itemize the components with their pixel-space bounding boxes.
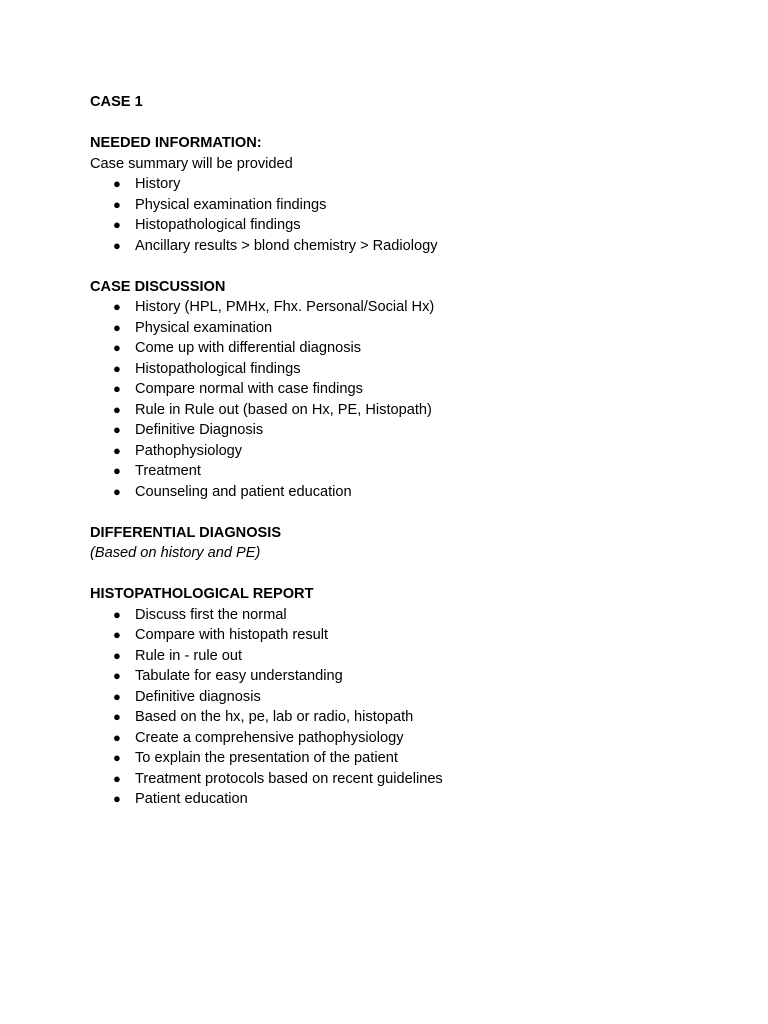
- list-item-text: History (HPL, PMHx, Fhx. Personal/Social Hx): [135, 299, 435, 315]
- list-item-text: Treatment: [135, 463, 201, 479]
- list-item: [90, 748, 730, 769]
- differential-diagnosis-note: (Based on history and PE): [90, 545, 261, 561]
- list-item-text: Definitive diagnosis: [135, 688, 261, 705]
- bullet-icon: ●: [113, 647, 121, 663]
- bullet-icon: ●: [113, 709, 121, 724]
- bullet-icon: ●: [113, 196, 121, 212]
- spacer: [90, 113, 730, 134]
- list-item-text: Physical examination findings: [135, 196, 327, 213]
- differential-diagnosis-section: [90, 523, 730, 564]
- list-item: [90, 379, 730, 400]
- spacer: [90, 256, 730, 277]
- bullet-icon: ●: [113, 606, 121, 622]
- list-item: [90, 195, 730, 216]
- list-item: [90, 420, 730, 441]
- document-page: [90, 92, 730, 810]
- list-item-text: Histopathological findings: [135, 217, 301, 233]
- list-item-text: Treatment protocols based on recent guidelines: [135, 770, 443, 787]
- list-item: [90, 400, 730, 421]
- list-item: [90, 441, 730, 462]
- needed-information-intro: Case summary will be provided: [90, 155, 293, 172]
- list-item: [90, 174, 730, 195]
- list-item: [90, 789, 730, 810]
- bullet-icon: ●: [113, 668, 121, 683]
- list-item: [90, 707, 730, 728]
- bullet-icon: ●: [113, 750, 121, 765]
- list-item: [90, 646, 730, 667]
- bullet-icon: ●: [113, 463, 121, 478]
- list-item-text: Definitive Diagnosis: [135, 422, 264, 438]
- list-item-text: Rule in Rule out (based on Hx, PE, Histopath): [135, 401, 432, 418]
- list-item: [90, 318, 730, 339]
- list-item-text: Histopathological findings: [135, 360, 301, 377]
- list-item: [90, 236, 730, 257]
- needed-information-heading: NEEDED INFORMATION:: [90, 135, 262, 151]
- list-item-text: Patient education: [135, 791, 248, 807]
- histopathological-report-list: [90, 605, 730, 810]
- list-item: [90, 482, 730, 503]
- case-discussion-list: [90, 297, 730, 502]
- bullet-icon: ●: [113, 791, 121, 806]
- list-item-text: Compare with histopath result: [135, 627, 329, 643]
- bullet-icon: ●: [113, 299, 121, 314]
- bullet-icon: ●: [113, 483, 121, 499]
- list-item: [90, 625, 730, 646]
- needed-information-section: [90, 133, 730, 256]
- list-item: [90, 769, 730, 790]
- bullet-icon: ●: [113, 381, 121, 396]
- bullet-icon: ●: [113, 729, 121, 745]
- bullet-icon: ●: [113, 176, 121, 191]
- list-item: [90, 338, 730, 359]
- list-item: [90, 666, 730, 687]
- spacer: [90, 502, 730, 523]
- list-item: [90, 461, 730, 482]
- list-item-text: History: [135, 176, 181, 192]
- bullet-icon: ●: [113, 237, 121, 253]
- list-item-text: Create a comprehensive pathophysiology: [135, 729, 404, 746]
- bullet-icon: ●: [113, 401, 121, 417]
- list-item-text: To explain the presentation of the patient: [135, 750, 398, 766]
- bullet-icon: ●: [113, 340, 121, 355]
- list-item: [90, 359, 730, 380]
- histopathological-report-section: [90, 584, 730, 810]
- list-item-text: Come up with differential diagnosis: [135, 340, 362, 356]
- list-item-text: Pathophysiology: [135, 442, 243, 459]
- bullet-icon: ●: [113, 770, 121, 786]
- bullet-icon: ●: [113, 217, 121, 232]
- list-item: [90, 297, 730, 318]
- list-item-text: Physical examination: [135, 319, 273, 336]
- bullet-icon: ●: [113, 360, 121, 376]
- list-item: [90, 605, 730, 626]
- list-item-text: Ancillary results > blond chemistry > Radiology: [135, 237, 438, 254]
- list-item-text: Based on the hx, pe, lab or radio, histopath: [135, 709, 414, 725]
- list-item-text: Counseling and patient education: [135, 483, 352, 500]
- spacer: [90, 564, 730, 585]
- case-discussion-section: [90, 277, 730, 503]
- list-item-text: Compare normal with case findings: [135, 381, 363, 397]
- bullet-icon: ●: [113, 688, 121, 704]
- list-item-text: Rule in - rule out: [135, 647, 243, 664]
- list-item-text: Discuss first the normal: [135, 606, 287, 623]
- case-title: CASE 1: [90, 94, 143, 110]
- differential-diagnosis-heading: DIFFERENTIAL DIAGNOSIS: [90, 524, 282, 541]
- list-item-text: Tabulate for easy understanding: [135, 668, 343, 684]
- bullet-icon: ●: [113, 442, 121, 458]
- bullet-icon: ●: [113, 422, 121, 437]
- case-discussion-heading: CASE DISCUSSION: [90, 278, 226, 295]
- list-item: [90, 687, 730, 708]
- bullet-icon: ●: [113, 319, 121, 335]
- histopathological-report-heading: HISTOPATHOLOGICAL REPORT: [90, 586, 314, 602]
- needed-information-list: [90, 174, 730, 256]
- bullet-icon: ●: [113, 627, 121, 642]
- list-item: [90, 215, 730, 236]
- list-item: [90, 728, 730, 749]
